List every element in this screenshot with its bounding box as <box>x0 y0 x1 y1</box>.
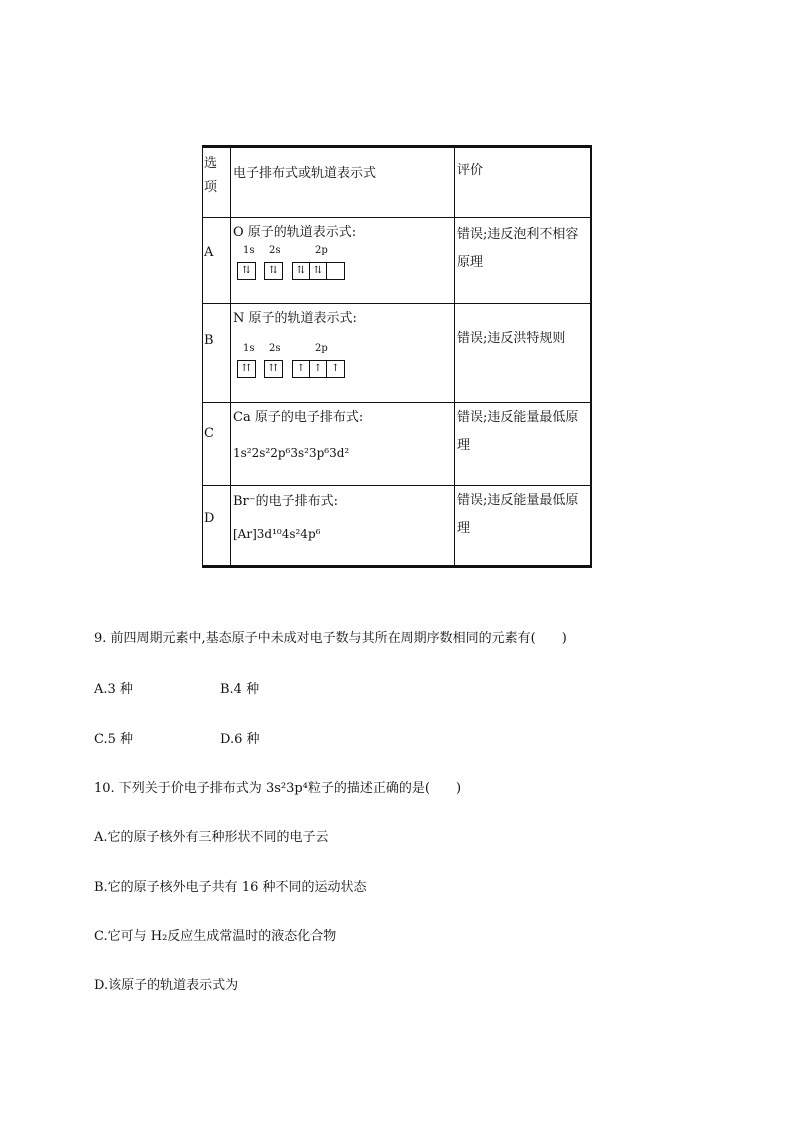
row-description: N 原子的轨道表示式: <box>233 311 357 326</box>
row-evaluation: 错误;违反洪特规则 <box>457 331 566 346</box>
question-10-option-d: D.该原子的轨道表示式为 <box>94 978 239 993</box>
electron-cell: ⇅ <box>293 263 310 279</box>
header-formula: 电子排布式或轨道表示式 <box>233 166 377 181</box>
electron-cell: ⇅ <box>310 263 327 279</box>
row-description: O 原子的轨道表示式: <box>233 225 357 240</box>
orbital-label-2s: 2s <box>269 245 281 256</box>
row-evaluation: 错误;违反能量最低原理 <box>457 410 579 453</box>
header-option: 选项 <box>204 156 218 195</box>
orbital-label-2p: 2p <box>315 343 328 354</box>
orbital-label-1s: 1s <box>243 245 255 256</box>
electron-cell: ↑ <box>293 361 310 377</box>
table-row-c <box>203 402 590 486</box>
orbital-label-2s: 2s <box>269 343 281 354</box>
electron-pair: ⇈ <box>269 363 278 374</box>
electron-configuration: 1s²2s²2p⁶3s²3p⁶3d² <box>233 446 350 460</box>
question-9-option-b: B.4 种 <box>220 682 260 697</box>
row-evaluation: 错误;违反能量最低原理 <box>457 493 579 536</box>
table-row-d <box>203 485 590 568</box>
question-10-option-a: A.它的原子核外有三种形状不同的电子云 <box>94 830 329 845</box>
orbital-box-1s <box>237 360 256 378</box>
electron-pair: ⇈ <box>242 363 251 374</box>
row-option: C <box>204 426 214 441</box>
table-row-b <box>203 303 590 403</box>
orbital-box-2s <box>264 360 283 378</box>
question-9-option-c: C.5 种 <box>94 732 134 747</box>
orbital-box-2p <box>292 360 345 378</box>
orbital-label-1s: 1s <box>243 343 255 354</box>
table-header-row <box>203 148 590 218</box>
question-10-stem: 10. 下列关于价电子排布式为 3s²3p⁴粒子的描述正确的是( ) <box>94 781 462 796</box>
question-9-option-a: A.3 种 <box>94 682 133 697</box>
question-9-option-d: D.6 种 <box>220 732 260 747</box>
question-10-option-c: C.它可与 H₂反应生成常温时的液态化合物 <box>94 929 337 944</box>
orbital-box-2s <box>264 262 283 280</box>
options-table <box>202 145 592 568</box>
row-option: A <box>204 245 214 260</box>
orbital-box-1s <box>237 262 256 280</box>
electron-cell: ↑ <box>331 363 340 374</box>
electron-cell <box>327 263 344 279</box>
electron-configuration: [Ar]3d¹⁰4s²4p⁶ <box>233 527 321 541</box>
orbital-box-2p <box>292 262 345 280</box>
question-10-option-b: B.它的原子核外电子共有 16 种不同的运动状态 <box>94 880 367 895</box>
row-description: Br⁻的电子排布式: <box>233 494 339 509</box>
row-evaluation: 错误;违反泡利不相容原理 <box>457 227 579 270</box>
row-option: D <box>204 511 215 526</box>
question-9-stem: 9. 前四周期元素中,基态原子中未成对电子数与其所在周期序数相同的元素有( ) <box>94 631 567 646</box>
electron-cell: ↑ <box>310 361 327 377</box>
header-evaluation: 评价 <box>457 163 484 178</box>
row-option: B <box>204 333 214 348</box>
electron-pair: ⇅ <box>242 265 251 276</box>
table-row-a <box>203 217 590 304</box>
row-description: Ca 原子的电子排布式: <box>233 410 364 425</box>
orbital-label-2p: 2p <box>315 245 328 256</box>
electron-pair: ⇅ <box>269 265 278 276</box>
